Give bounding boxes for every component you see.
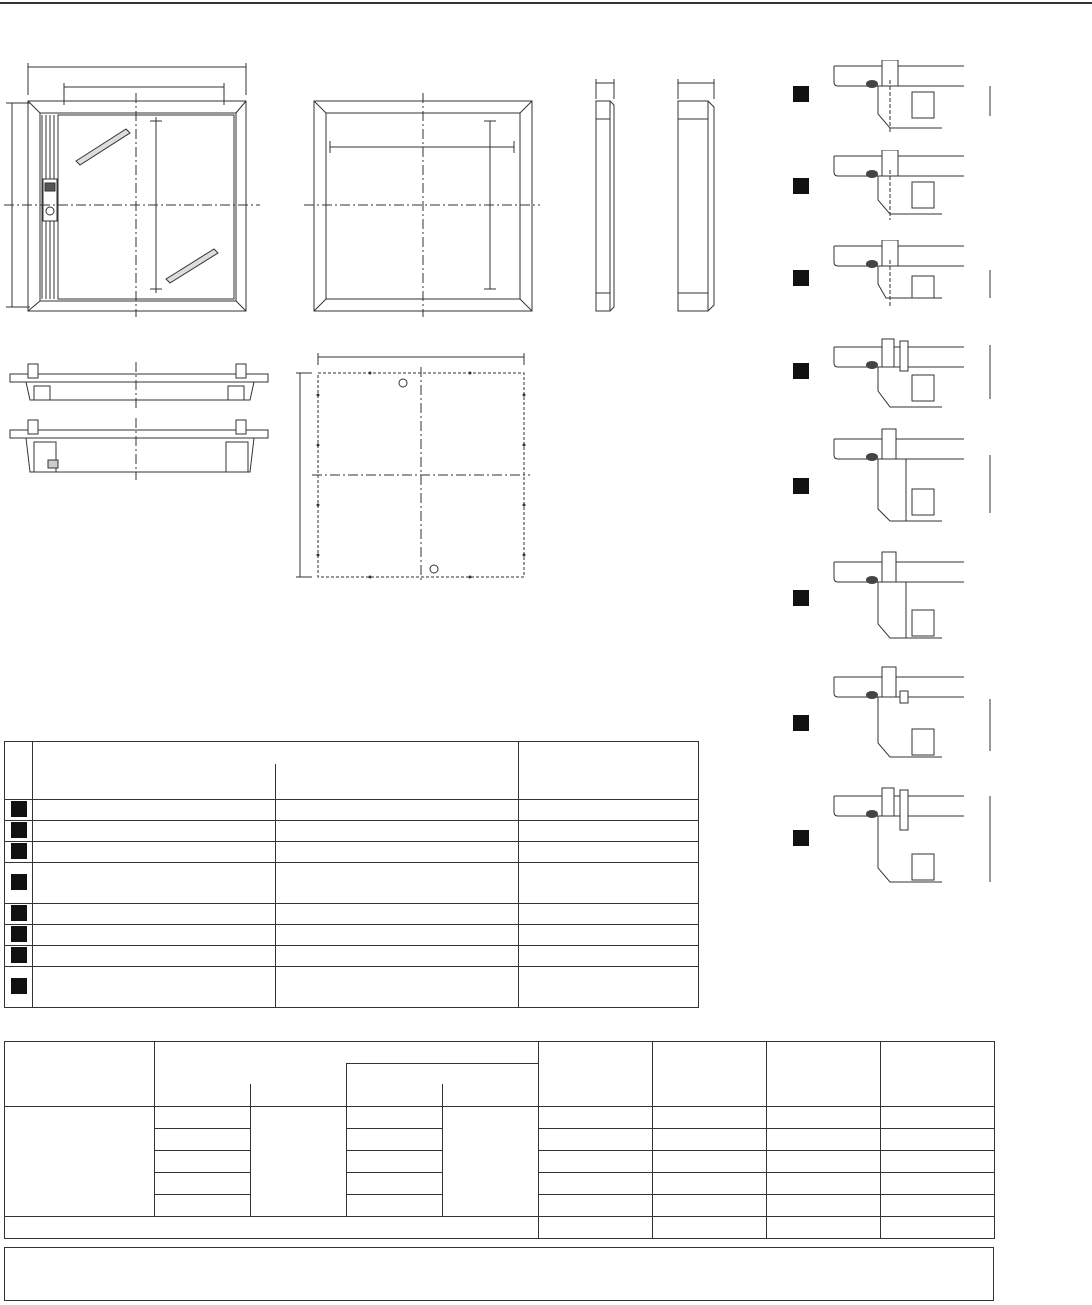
- frame-side-view-wide: [678, 79, 714, 311]
- black-square-marker: [11, 926, 27, 942]
- black-square-marker: [11, 874, 27, 890]
- dimension-table-header-col6: [539, 1042, 653, 1107]
- section-marker-3: [793, 270, 809, 286]
- table-row: [5, 946, 699, 967]
- table-row: [5, 800, 699, 821]
- table-row: [5, 863, 699, 904]
- table-row: [5, 842, 699, 863]
- section-marker-1: [793, 86, 809, 102]
- elevation-views: [0, 55, 740, 325]
- black-square-marker: [11, 822, 27, 838]
- section-detail-1: [830, 60, 1000, 135]
- section-detail-5: [830, 425, 1000, 525]
- dimension-table-subgroup-a: [155, 1064, 347, 1084]
- dimension-table-header-type: [5, 1042, 155, 1107]
- black-square-marker: [11, 905, 27, 921]
- frame-side-view-narrow: [596, 79, 614, 311]
- variant-table: [4, 741, 699, 1008]
- section-marker-7: [793, 715, 809, 731]
- section-marker-5: [793, 478, 809, 494]
- section-marker-8: [793, 830, 809, 846]
- variant-table-header-last: [519, 742, 699, 800]
- table-row: [5, 967, 699, 1008]
- section-detail-6: [830, 548, 1000, 648]
- section-detail-8: [830, 782, 1000, 892]
- table-row: [5, 904, 699, 925]
- variant-table-header-sub1: [33, 764, 276, 800]
- dimension-table-header-col7: [653, 1042, 767, 1107]
- section-marker-6: [793, 590, 809, 606]
- black-square-marker: [11, 947, 27, 963]
- black-square-marker: [11, 978, 27, 994]
- section-detail-4: [830, 333, 1000, 413]
- frame-rear-view: [304, 93, 540, 317]
- table-row: [5, 1217, 995, 1239]
- mounting-plate-drilling: [290, 345, 540, 585]
- section-detail-3: [830, 240, 1000, 315]
- table-row: [5, 821, 699, 842]
- section-detail-7: [830, 665, 1000, 765]
- dimension-table-header-col9: [881, 1042, 995, 1107]
- dimension-table-header-group: [155, 1042, 539, 1064]
- note-box: [4, 1247, 994, 1301]
- dimension-table: [4, 1041, 995, 1239]
- black-square-marker: [11, 843, 27, 859]
- frame-front-view: [4, 63, 260, 317]
- dimension-table-footer-label: [5, 1217, 539, 1239]
- section-marker-4: [793, 363, 809, 379]
- dimension-table-header-col8: [767, 1042, 881, 1107]
- section-marker-2: [793, 178, 809, 194]
- variant-table-header-group: [33, 742, 519, 764]
- black-square-marker: [11, 801, 27, 817]
- table-row: [5, 1107, 995, 1129]
- dimension-table-subgroup-b: [347, 1064, 539, 1084]
- table-row: [5, 925, 699, 946]
- section-detail-2: [830, 150, 1000, 225]
- variant-table-header-sub2: [276, 764, 519, 800]
- frame-top-sections: [0, 360, 280, 490]
- top-rule: [0, 2, 1092, 4]
- variant-table-marker-header: [5, 742, 33, 800]
